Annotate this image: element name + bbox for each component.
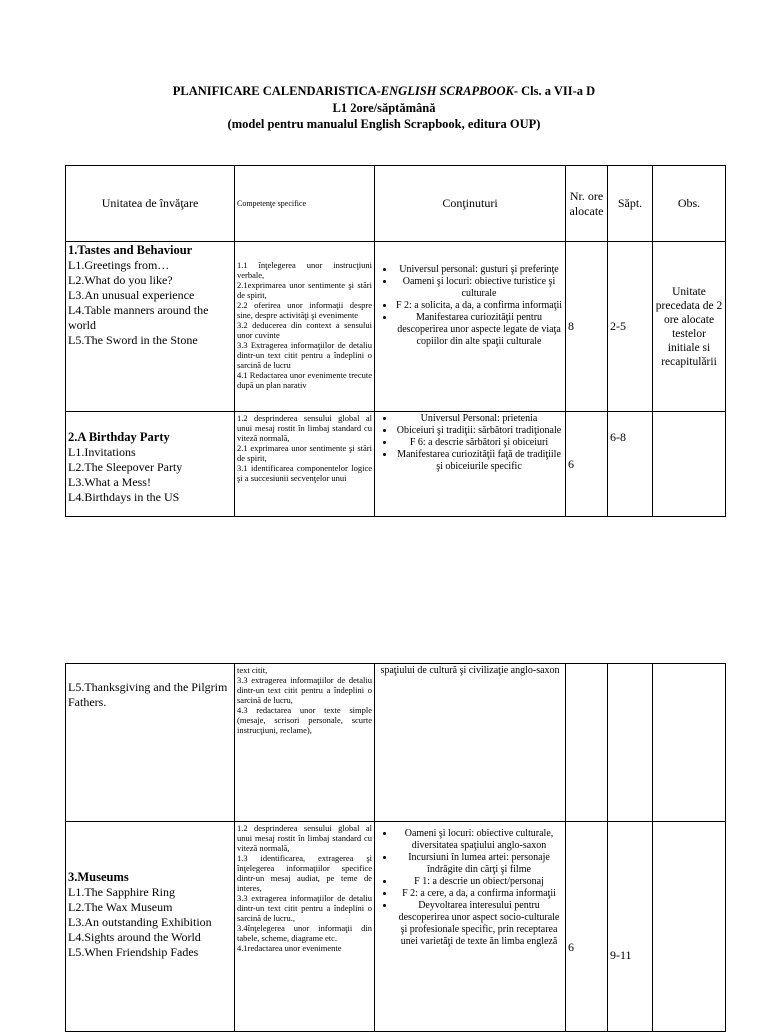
competence-item: 2.2 oferirea unor informaţii despre sine, despre activităţi şi evenimente (237, 300, 372, 320)
lesson-item: L2.The Sleepover Party (68, 460, 183, 474)
competence-item: 4.1redactarea unor evenimente (237, 943, 342, 953)
content-item: • F 2: a solicita, a da, a confirma informaţii (395, 300, 563, 312)
table-row (66, 242, 726, 412)
content-item: • Universul personal: gusturi şi preferinţe (395, 264, 563, 276)
competence-item: 2.1exprimarea unor sentimente şi stări de spirit, (237, 280, 372, 300)
lesson-item: L5.Thanksgiving and the Pilgrim Fathers. (68, 680, 228, 709)
content-item: spaţiului de cultură şi civilizaţie anglo-saxon (380, 665, 560, 676)
content-item: • Deyvoltarea interesului pentru descoperirea unor aspect socio-culturale şi profesionale specific, prin receptarea unei varietăţi de texte ăn limba engleză (395, 900, 563, 948)
competence-item: 3.2 deducerea din context a sensului unor cuvinte (237, 320, 372, 340)
document-title: PLANIFICARE CALENDARISTICA-ENGLISH SCRAPBOOK- Cls. a VII-a D (172, 84, 596, 98)
lesson-item: L3.An outstanding Exhibition (68, 915, 212, 929)
hours-cell: 6 (566, 412, 608, 517)
obs-cell: Unitate precedata de 2 ore alocate testelor initiale si recapitulării (653, 242, 726, 412)
header-ore: Nr. ore alocate (566, 166, 608, 242)
unit-cell (66, 822, 235, 1032)
competence-item: 1.1 înţelegerea unor instrucţiuni verbale, (237, 260, 372, 280)
lesson-item: L2.What do you like? (68, 273, 173, 287)
lesson-item: L3.What a Mess! (68, 475, 151, 489)
content-cell (375, 412, 566, 517)
lesson-item: L5.The Sword in the Stone (68, 333, 198, 347)
competence-cell (235, 664, 375, 822)
competence-item: 3.3 extragerea informaţiilor de detaliu dintr-un text citit pentru a îndeplini o sarcină de lucru., (237, 893, 372, 923)
table-row (66, 412, 726, 517)
header-continuturi: Conţinuturi (375, 166, 566, 242)
lesson-item: L1.Greetings from… (68, 258, 170, 272)
weeks-cell: 2-5 (608, 242, 653, 412)
competence-item: 3.4înţelegerea unor informaţii din tabele, scheme, diagrame etc. (237, 923, 372, 943)
planning-table-top (65, 165, 726, 517)
lesson-item: L1.Invitations (68, 445, 136, 459)
content-item: • F 1: a descrie un obiect/personaj (395, 876, 563, 888)
lesson-item: L4.Table manners around the world (68, 303, 209, 332)
header-sapt: Săpt. (608, 166, 653, 242)
competence-cell (235, 242, 375, 412)
content-item: • Manifestarea curiozităţii pentru descoperirea unor aspecte legate de viaţa copiilor din alte spaţii culturale (395, 312, 563, 348)
weeks-cell: 6-8 (608, 412, 653, 517)
table-header-row (66, 166, 726, 242)
unit-cell (66, 242, 235, 412)
lesson-item: L5.When Friendship Fades (68, 945, 199, 959)
table-row (66, 664, 726, 822)
content-item: • Obiceiuri şi tradiţii: sărbători tradiţionale (395, 425, 563, 437)
hours-cell: 6 (566, 822, 608, 1032)
content-item: • Manifestarea curiozităţii faţă de tradiţiile şi obiceiurile specific (395, 449, 563, 473)
competence-cell (235, 412, 375, 517)
competence-item: 1.2 desprinderea sensului global al unui mesaj rostit în limbaj standard cu viteză normală, (237, 823, 372, 853)
competence-item: 2.1 exprimarea unor sentimente şi stări de spirit, (237, 443, 372, 463)
competence-cell (235, 822, 375, 1032)
lesson-item: L4.Sights around the World (68, 930, 201, 944)
competence-item: text citit, (237, 665, 268, 675)
header-competente: Competenţe specifice (235, 166, 375, 242)
competence-item: 3.3 extragerea informaţiilor de detaliu dintr-un text citit pentru a îndeplini o sarcină de lucru, (237, 675, 372, 705)
lesson-item: L3.An unusual experience (68, 288, 195, 302)
weeks-cell (608, 664, 653, 822)
content-item: • Oameni şi locuri: obiective turistice şi culturale (395, 276, 563, 300)
competence-item: 4.1 Redactarea unor evenimente trecute după un plan narativ (237, 370, 372, 390)
content-item: • Incursiuni în lumea artei: personaje îndrăgite din cărţi şi filme (395, 852, 563, 876)
header-unitate: Unitatea de învăţare (66, 166, 235, 242)
content-item: • F 2: a cere, a da, a confirma informaţii (395, 888, 563, 900)
competence-item: 4.3 redactarea unor texte simple (mesaje, scrisori personale, scurte instrucţiuni, reclame), (237, 705, 372, 735)
planning-table-bottom (65, 663, 726, 1032)
document-note: (model pentru manualul English Scrapbook, editura OUP) (227, 117, 541, 131)
hours-cell (566, 664, 608, 822)
weeks-cell: 9-11 (608, 822, 653, 1032)
obs-cell (653, 412, 726, 517)
obs-cell (653, 664, 726, 822)
unit-title: 1.Tastes and Behaviour (68, 243, 193, 257)
table-row (66, 822, 726, 1032)
competence-item: 3.1 identificarea componentelor logice şi a succesiunii secvenţelor unui (237, 463, 372, 483)
unit-cell (66, 664, 235, 822)
header-obs: Obs. (653, 166, 726, 242)
content-cell (375, 822, 566, 1032)
competence-item: 1.2 desprinderea sensului global al unui mesaj rostit în limbaj standard cu viteză normală, (237, 413, 372, 443)
content-item: • F 6: a descrie sărbători şi obiceiuri (395, 437, 563, 449)
content-item: • Universul Personal: prietenia (395, 413, 563, 425)
obs-cell (653, 822, 726, 1032)
document-subtitle: L1 2ore/săptămână (332, 101, 436, 115)
lesson-item: L2.The Wax Museum (68, 900, 173, 914)
unit-title: 3.Museums (68, 870, 129, 884)
unit-cell (66, 412, 235, 517)
competence-item: 1.3 identificarea, extragerea şi înţelegerea informaţiilor specifice dintr-un mesaj audiat, pe teme de interes, (237, 853, 372, 893)
content-item: • Oameni şi locuri: obiective culturale, diversitatea spaţiului anglo-saxon (395, 828, 563, 852)
lesson-item: L4.Birthdays in the US (68, 490, 180, 504)
content-cell (375, 664, 566, 822)
unit-title: 2.A Birthday Party (68, 430, 170, 444)
competence-item: 3.3 Extragerea informaţiilor de detaliu dintr-un text citit pentru a îndeplini o sarcină de lucru (237, 340, 372, 370)
lesson-item: L1.The Sapphire Ring (68, 885, 175, 899)
hours-cell: 8 (566, 242, 608, 412)
content-cell (375, 242, 566, 412)
